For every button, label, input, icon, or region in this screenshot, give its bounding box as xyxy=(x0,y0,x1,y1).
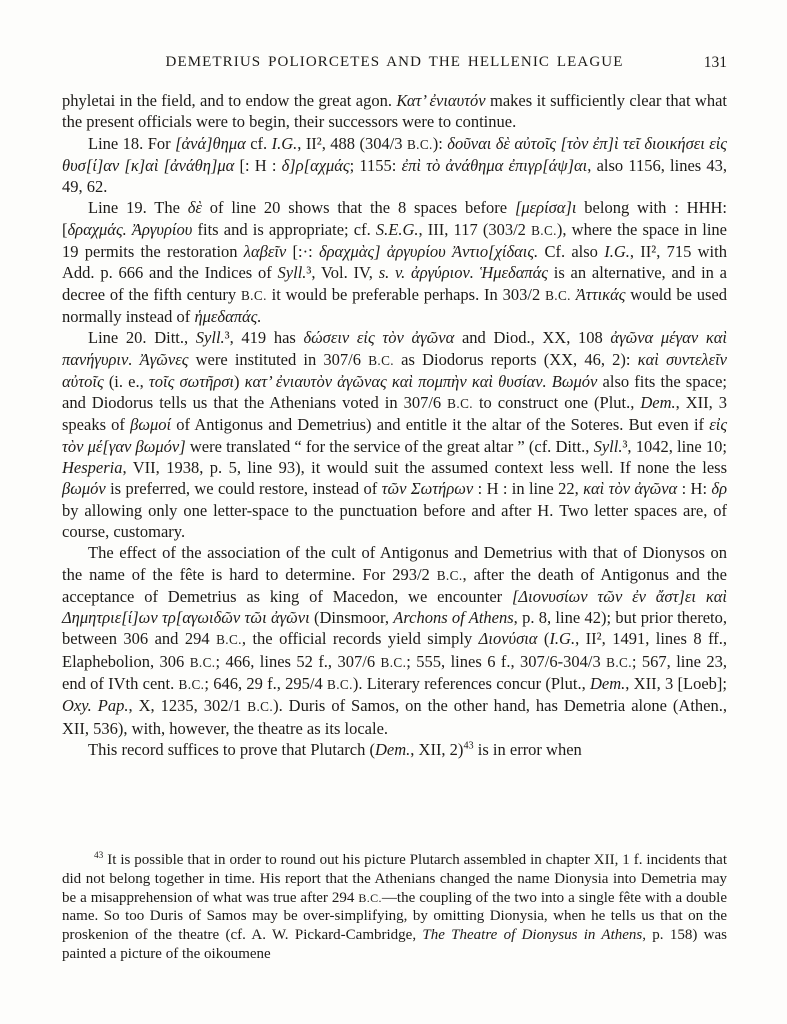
text-segment: by allowing only one letter-space to the punctuation before and after Η. Two letter spaces are, of course, customary. xyxy=(62,500,727,541)
text-segment: , XII, 3 [Loeb]; xyxy=(625,674,727,694)
text-segment: δοῦναι δὲ αὐτοῖς [τὸν ἐπ]ὶ τεῖ διοικήσει εἰς θυσ[ί]αν [κ]αὶ [ἀνάθη]μα xyxy=(62,133,727,175)
text-segment: : Η : in line 22, xyxy=(473,479,584,499)
text-segment: ), where the space in line 19 permits the restoration xyxy=(62,219,727,262)
footnote-text xyxy=(62,851,727,964)
text-segment: κατ’ ἐνιαυτὸν ἀγῶνας καὶ πομπὴν καὶ θυσίαν. Βωμόν xyxy=(244,371,598,391)
text-segment: were instituted in 307/6 xyxy=(188,349,369,369)
text-segment: , VII, 1938, p. 5, line 93), it would suit the assumed context less well. If none the less xyxy=(122,458,727,478)
text-segment: B.C. xyxy=(406,136,433,152)
text-segment: ; 555, lines 6 f., 307/6-304/3 xyxy=(406,651,607,671)
text-segment: I.G. xyxy=(549,629,576,649)
text-segment: (Dinsmoor, xyxy=(309,608,394,628)
text-segment: Line 18. For xyxy=(88,133,176,153)
text-segment: τοῖς σωτῆρσι xyxy=(148,371,234,391)
text-segment: Dem. xyxy=(589,674,626,694)
text-segment: Line 20. Ditt., xyxy=(88,328,196,348)
text-segment: B.C. xyxy=(327,677,353,693)
text-segment: B.C. xyxy=(358,890,382,905)
text-segment: , p. 8, line 42); but prior thereto, between 306 and 294 xyxy=(62,608,727,649)
text-segment: δραχμάς. Ἀργυρίου xyxy=(67,219,193,239)
text-segment: Ἀττικάς xyxy=(575,284,626,304)
text-segment: makes it sufficiently clear that what the present officials were to begin, their successors were to continue. xyxy=(62,91,727,132)
text-segment: Cf. also xyxy=(538,242,605,262)
text-segment: , III, 117 (303/2 xyxy=(418,219,532,239)
text-segment: , X, 1235, 302/1 xyxy=(128,696,248,716)
text-segment: ³, 419 has xyxy=(224,328,304,348)
text-segment: ; 1155: xyxy=(349,155,402,175)
text-segment: B.C. xyxy=(545,287,571,303)
text-segment: as Diodorus reports (XX, 46, 2): xyxy=(394,349,638,369)
text-segment: δρ xyxy=(711,479,727,499)
text-segment: Ἡμεδαπάς xyxy=(479,263,548,283)
text-segment: S.E.G. xyxy=(375,219,419,239)
text-segment: it would be preferable perhaps. In 303/2 xyxy=(266,284,546,304)
text-segment: Archons of Athens xyxy=(393,608,514,628)
text-segment: [Διονυσίων τῶν ἐν ἄστ]ει καὶ Δημητριε[ί]ων τρ[αγωιδῶν τῶι ἀγῶνι xyxy=(62,586,727,628)
text-segment: λαβεῖν xyxy=(243,242,287,262)
paragraph xyxy=(62,90,727,133)
text-segment: δραχμὰς] ἀργυρίου Ἀντιο[χίδαις. xyxy=(318,242,539,262)
text-segment: , II², 715 with Add. p. 666 and the Indices of xyxy=(62,242,727,283)
text-segment: , XII, 3 speaks of xyxy=(62,393,727,435)
text-segment: εἰς τὸν μέ[γαν βωμόν] xyxy=(62,415,728,456)
text-segment: is an alternative, and in a decree of the fifth century xyxy=(62,263,728,304)
text-segment: B.C. xyxy=(216,632,242,648)
text-segment: 43 xyxy=(463,740,474,752)
text-segment: of line 20 shows that the 8 spaces before xyxy=(201,198,515,218)
text-segment: B.C. xyxy=(436,567,463,583)
text-segment: s. v. ἀργύριον. xyxy=(378,263,474,283)
header-title: DEMETRIUS POLIORCETES AND THE HELLENIC LEAGUE xyxy=(165,54,624,70)
text-segment: , II², 488 (304/3 xyxy=(297,133,407,153)
text-segment: βωμοί xyxy=(130,415,172,435)
text-segment: ; 466, lines 52 f., 307/6 xyxy=(215,651,381,671)
text-segment: cf. xyxy=(245,133,272,153)
text-segment: ³, Vol. IV, xyxy=(306,263,379,283)
text-segment: , the official records yield simply xyxy=(241,629,479,649)
text-segment: B.C. xyxy=(189,654,216,670)
text-segment: ). Duris of Samos, on the other hand, has Demetria alone (Athen., XII, 536), with, however, the theatre as its locale. xyxy=(62,696,727,738)
text-segment: [ἀνά]θημα xyxy=(175,133,246,153)
text-segment: Dem. xyxy=(640,393,676,413)
text-segment: I.G. xyxy=(604,242,630,262)
footnote xyxy=(62,851,727,964)
text-segment: Line 19. The xyxy=(88,198,188,218)
text-segment: , also 1156, lines 43, 49, 62. xyxy=(62,155,727,197)
text-segment: [: Η : xyxy=(234,155,282,175)
text-segment: 43 xyxy=(94,851,104,861)
text-segment: The Theatre of Dionysus in Athens xyxy=(422,927,643,944)
text-segment: ³, 1042, line 10; xyxy=(622,436,727,456)
text-segment: δώσειν εἰς τὸν ἀγῶνα xyxy=(303,328,455,348)
text-segment: Dem. xyxy=(375,739,411,759)
text-segment: (i. e., xyxy=(103,371,149,391)
text-segment: ). Literary references concur (Plut., xyxy=(352,674,590,694)
text-segment: : Η: xyxy=(677,479,712,499)
page-number: 131 xyxy=(703,54,727,71)
text-segment: B.C. xyxy=(380,654,407,670)
text-segment: Oxy. Pap. xyxy=(62,696,129,716)
text-segment: would be used normally instead of xyxy=(62,284,728,326)
running-header xyxy=(62,54,727,76)
text-segment: The effect of the association of the cult of Antigonus and Demetrius with that of Dionysos on the name of the fête is hard to determine. For 293/2 xyxy=(62,543,727,584)
text-segment: βωμόν xyxy=(62,479,106,499)
text-segment: δ]ρ[αχμάς xyxy=(281,155,350,175)
text-segment: , II², 1491, lines 8 ff., Elaphebolion, 306 xyxy=(62,629,728,671)
text-segment: B.C. xyxy=(368,352,394,368)
text-segment: [μερίσα]ι xyxy=(514,198,577,218)
text-segment: Syll. xyxy=(277,263,307,283)
text-segment: B.C. xyxy=(240,287,267,303)
paragraph xyxy=(62,327,727,542)
text-segment: to construct one (Plut., xyxy=(472,393,641,413)
text-segment: I.G. xyxy=(271,133,298,153)
text-segment: B.C. xyxy=(247,699,274,715)
text-segment: fits and is appropriate; cf. xyxy=(192,219,376,239)
text-segment: is preferred, we could restore, instead of xyxy=(105,479,382,499)
text-segment: καὶ συντελεῖν αὐτοῖς xyxy=(62,349,727,391)
text-segment: [:·: xyxy=(286,242,319,262)
text-segment: ) xyxy=(233,371,245,391)
text-segment: and Diod., XX, 108 xyxy=(454,328,611,348)
text-segment: ἀγῶνα μέγαν καὶ πανήγυριν. Ἀγῶνες xyxy=(62,328,727,369)
text-segment: ): xyxy=(432,133,448,153)
text-segment: καὶ τὸν ἀγῶνα xyxy=(583,479,678,499)
text-segment: ἡμεδαπάς. xyxy=(194,306,262,326)
text-segment: ( xyxy=(537,629,550,649)
text-segment: Διονύσια xyxy=(478,629,538,649)
text-segment: —the coupling of the two into a single fête with a double name. So too Duris of Samos may be over-simplifying, by omitting Dionysia, when he tells us that on the proskenion of the theatre (cf. A. W. Pickard-Cambridge, xyxy=(62,889,727,944)
text-segment: ἐπὶ τὸ ἀνάθημα ἐπιγρ[άψ]αι xyxy=(401,155,588,175)
text-segment: also fits the space; and Diodorus tells us that the Athenians voted in 307/6 xyxy=(62,371,728,413)
text-segment: Syll. xyxy=(195,328,225,348)
text-segment: , XII, 2) xyxy=(410,739,464,759)
text-segment: δὲ xyxy=(187,198,202,218)
paragraph xyxy=(62,197,727,327)
text-segment: , after the death of Antigonus and the acceptance of Demetrius as king of Macedon, we encounter xyxy=(62,564,727,606)
paragraph xyxy=(62,133,727,198)
text-segment: B.C. xyxy=(178,677,205,693)
paragraph xyxy=(62,739,727,760)
text-segment: B.C. xyxy=(447,396,473,412)
text-segment: B.C. xyxy=(531,222,557,238)
article-body xyxy=(62,90,727,760)
text-segment: ; 567, line 23, end of IVth cent. xyxy=(62,651,728,694)
text-segment: of Antigonus and Demetrius) and entitle it the altar of the Soteres. But even if xyxy=(171,415,710,435)
text-segment: phyletai in the field, and to endow the great agon. xyxy=(62,91,397,110)
text-segment: Syll. xyxy=(593,436,623,456)
text-segment: B.C. xyxy=(606,654,632,670)
text-segment: Κατ’ ἐνιαυτόν xyxy=(396,91,486,110)
text-segment: were translated “ for the service of the great altar ” (cf. Ditt., xyxy=(185,436,594,456)
text-segment: ; 646, 29 f., 295/4 xyxy=(204,674,328,694)
text-segment: Hesperia xyxy=(62,458,123,478)
text-segment: τῶν Σωτήρων xyxy=(381,479,474,499)
text-segment: is in error when xyxy=(473,739,582,759)
text-segment: This record suffices to prove that Plutarch ( xyxy=(88,739,375,759)
paragraph xyxy=(62,542,727,739)
text-segment: It is possible that in order to round out his picture Plutarch assembled in chapter XII, 1 f. incidents that did not belong together in time. His report that the Athenians changed the name Dionysia into Demetria may be a misapprehension of what was true after 294 xyxy=(62,852,727,906)
text-segment: , p. 158) was painted a picture of the oikoumene xyxy=(62,927,727,962)
text-segment: belong with : ΗΗΗ: [ xyxy=(62,198,727,239)
